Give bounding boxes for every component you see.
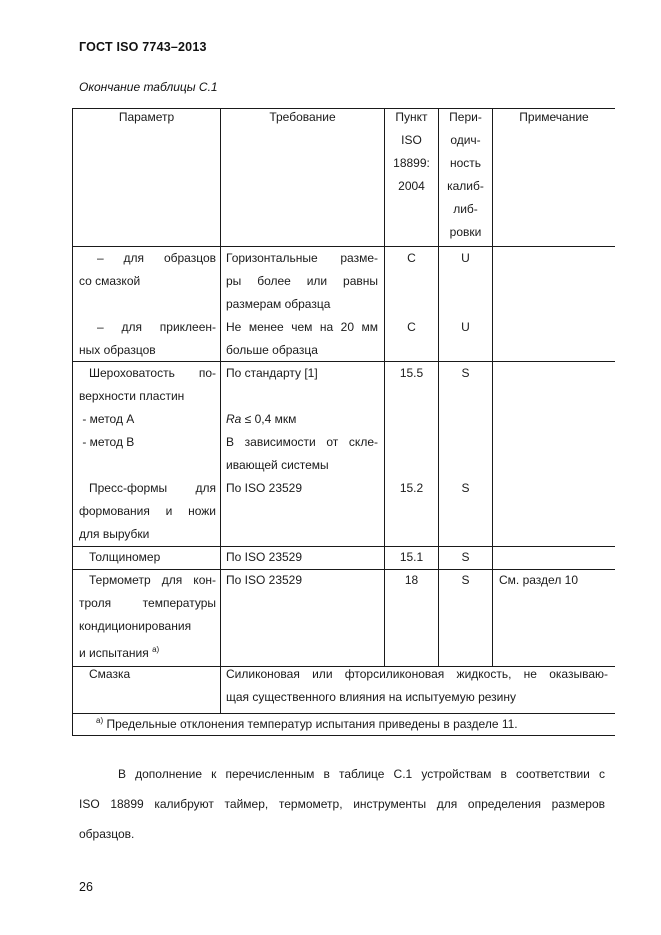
row-lub-clause: С — [407, 251, 416, 265]
column-divider — [220, 108, 221, 713]
row-roughness-parameter: Шероховатость по- верхности пластин - метод А - метод В — [79, 366, 216, 449]
table-border-left — [72, 108, 73, 736]
row-thermometer-clause: 18 — [404, 573, 419, 587]
calibration-table — [72, 108, 615, 736]
row-lub-period: U — [461, 251, 470, 265]
row-thermometer-period: S — [461, 573, 470, 587]
row-thickness-period: S — [461, 550, 470, 564]
header-periodicity: Пери- одич- ность калиб- либ- ровки — [447, 110, 484, 239]
footnote-ref: а) — [152, 645, 160, 654]
row-press-parameter: Пресс-формы для формования и ножи для вырубки — [79, 481, 216, 541]
header-clause: Пункт ISO 18899: 2004 — [393, 110, 430, 193]
row-roughness-requirement: По стандарту [1] Ra ≤ 0,4 мкм В зависимости от скле- ивающей системы — [226, 366, 378, 472]
paragraph-line-1: В дополнение к перечисленным в таблице С.1 устройствам в соответствии с — [118, 767, 605, 781]
footnote-text: Предельные отклонения температур испытания приведены в разделе 11. — [103, 717, 518, 731]
header-parameter: Параметр — [118, 110, 175, 124]
row-press-clause: 15.2 — [399, 481, 424, 495]
table-caption: Окончание таблицы С.1 — [79, 80, 218, 94]
row-thermometer-note: См. раздел 10 — [499, 573, 578, 587]
header-requirement: Требование — [269, 110, 336, 124]
header-note: Примечание — [519, 110, 589, 124]
row-grease-parameter: Смазка — [89, 667, 131, 681]
paragraph-line-2: ISO 18899 калибруют таймер, термометр, инструменты для определения размеров — [79, 797, 605, 811]
ra-symbol: Ra — [226, 412, 242, 426]
row-thermometer-requirement: По ISO 23529 — [226, 573, 303, 587]
row-grease-requirement: Силиконовая или фторсиликоновая жидкость, не оказываю- щая существенного влияния на испытуемую резину — [226, 667, 608, 704]
row-thickness-parameter: Толщиномер — [89, 550, 161, 564]
row-press-period: S — [461, 481, 470, 495]
paragraph-line-3: образцов. — [79, 827, 135, 841]
row-lub-parameter: – для образцов со смазкой — [79, 251, 216, 288]
document-header: ГОСТ ISO 7743–2013 — [79, 40, 207, 54]
row-roughness-clause: 15.5 — [399, 366, 424, 380]
row-lub-requirement: Горизонтальные разме- ры более или равны размерам образца — [226, 251, 378, 311]
row-thickness-requirement: По ISO 23529 — [226, 550, 303, 564]
row-thickness-clause: 15.1 — [399, 550, 424, 564]
row-glued-clause: С — [407, 320, 416, 334]
row-thermometer-parameter: Термометр для кон- троля температуры кондиционирования и испытания $^{а)}$ — [79, 573, 216, 660]
row-press-requirement: По ISO 23529 — [226, 481, 303, 495]
footnote-mark: а) — [96, 716, 104, 725]
row-glued-period: U — [461, 320, 470, 334]
table-footnote — [96, 709, 518, 736]
ra-value: ≤ 0,4 мкм — [241, 412, 297, 426]
row-glued-parameter: – для приклеен- ных образцов — [79, 320, 216, 357]
column-divider — [492, 108, 493, 666]
row-roughness-period: S — [461, 366, 470, 380]
row-glued-requirement: Не менее чем на 20 мм больше образца — [226, 320, 378, 357]
page-number: 26 — [79, 880, 93, 894]
